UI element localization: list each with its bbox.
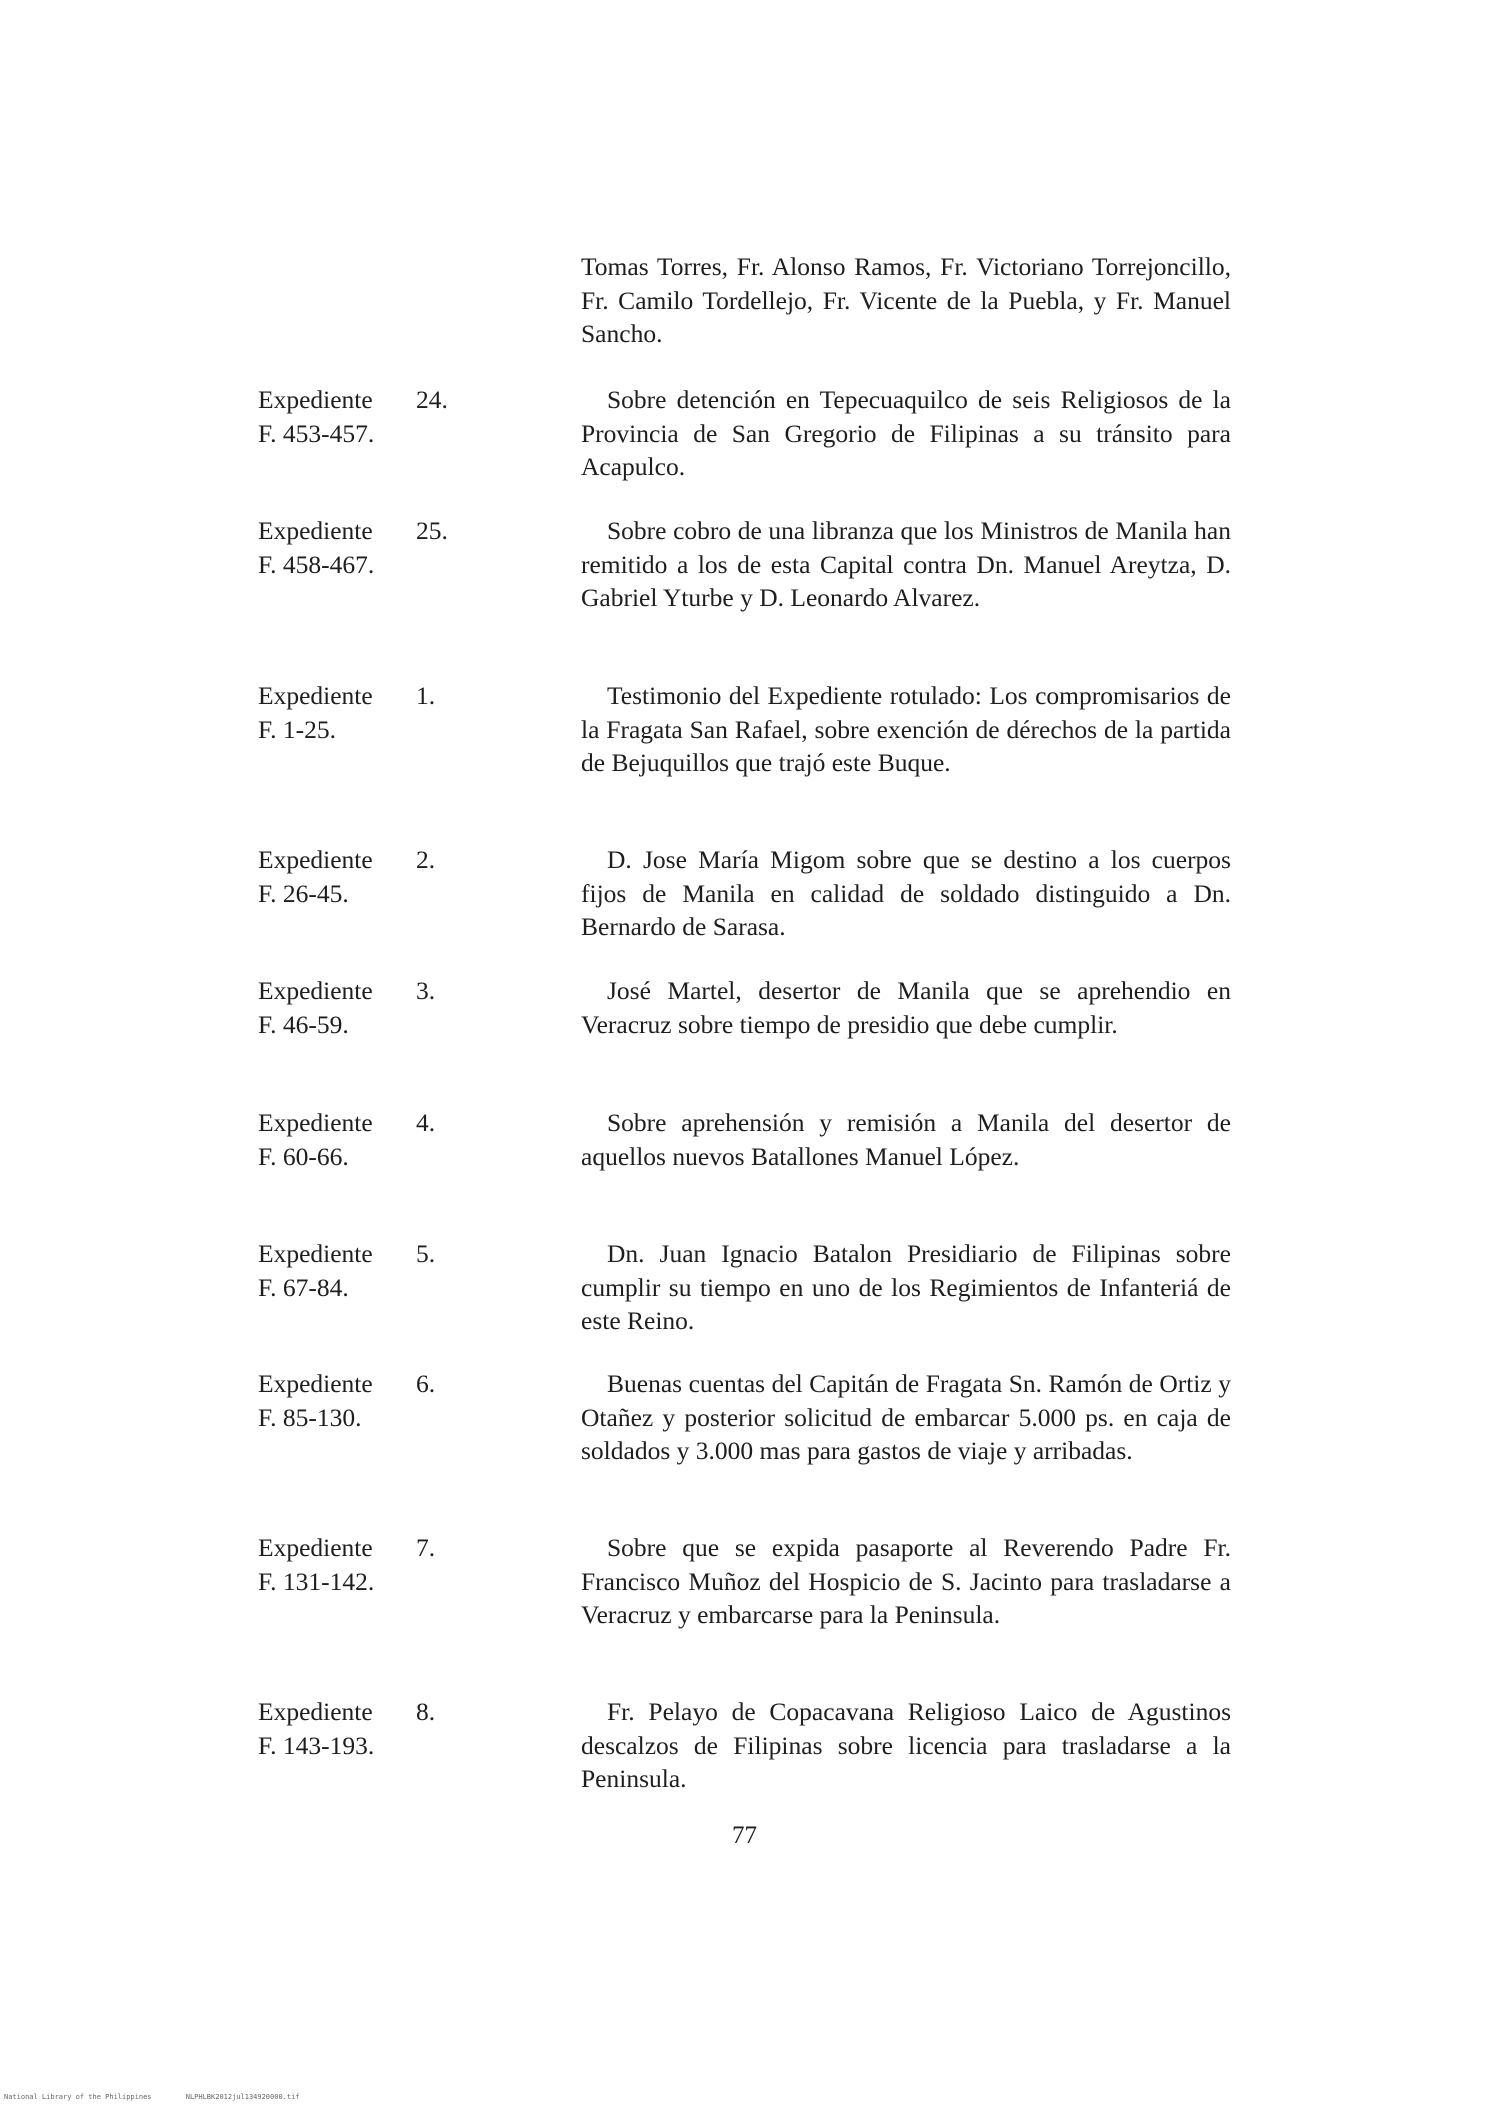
entry-label: Expediente	[258, 976, 373, 1005]
entry-number: 24.	[416, 385, 448, 414]
entry-reference	[258, 1106, 458, 1173]
entry-description: Sobre que se expida pasaporte al Reverendo Padre Fr. Francisco Muñoz del Hospicio de S. Jacinto para trasladarse a Veracruz y embarcarse para la Peninsula.	[581, 1533, 1231, 1629]
entry-reference	[258, 974, 458, 1041]
entry-folios: F. 67-84.	[258, 1272, 349, 1302]
entry-reference	[258, 1367, 458, 1434]
entry-description: Buenas cuentas del Capitán de Fragata Sn. Ramón de Ortiz y Otañez y posterior solicitud de embarcar 5.000 ps. en caja de soldados y 3.000 mas para gastos de viaje y arribadas.	[581, 1369, 1231, 1465]
entry-description: José Martel, desertor de Manila que se aprehendio en Veracruz sobre tiempo de presidio que debe cumplir.	[581, 976, 1231, 1039]
entry-label: Expediente	[258, 516, 373, 545]
intro-paragraph: Tomas Torres, Fr. Alonso Ramos, Fr. Victoriano Torrejoncillo, Fr. Camilo Tordellejo, Fr. Vicente de la Puebla, y Fr. Manuel Sancho.	[581, 252, 1231, 348]
entry-label: Expediente	[258, 1239, 373, 1268]
entry-description: Sobre aprehensión y remisión a Manila del desertor de aquellos nuevos Batallones Manuel López.	[581, 1108, 1231, 1171]
entry-reference	[258, 514, 458, 581]
footer-library: National Library of the Philippines	[4, 2093, 152, 2101]
entry-label: Expediente	[258, 1533, 373, 1562]
footer-file-id: NLPHLBK2012jul134920000.tif	[185, 2093, 300, 2101]
entry-reference	[258, 843, 458, 910]
entry-label: Expediente	[258, 1369, 373, 1398]
entry-number: 1.	[416, 681, 436, 710]
entry-number: 2.	[416, 845, 436, 874]
entry-reference	[258, 679, 458, 746]
entry-folios: F. 1-25.	[258, 714, 337, 744]
entry-description: Sobre detención en Tepecuaquilco de seis Religiosos de la Provincia de San Gregorio de Filipinas a su tránsito para Acapulco.	[581, 385, 1231, 481]
entry-number: 6.	[416, 1369, 436, 1398]
entry-description: Sobre cobro de una libranza que los Ministros de Manila han remitido a los de esta Capital contra Dn. Manuel Areytza, D. Gabriel Yturbe y D. Leonardo Alvarez.	[581, 516, 1231, 612]
entry-folios: F. 458-467.	[258, 549, 375, 579]
entry-folios: F. 453-457.	[258, 418, 375, 448]
entry-label: Expediente	[258, 1108, 373, 1137]
entry-folios: F. 60-66.	[258, 1141, 349, 1171]
entry-number: 25.	[416, 516, 448, 545]
entry-description: D. Jose María Migom sobre que se destino a los cuerpos fijos de Manila en calidad de soldado distinguido a Dn. Bernardo de Sarasa.	[581, 845, 1231, 941]
entry-folios: F. 143-193.	[258, 1730, 375, 1760]
entry-label: Expediente	[258, 385, 373, 414]
entry-description: Testimonio del Expediente rotulado: Los compromisarios de la Fragata San Rafael, sobre exención de dérechos de la partida de Bejuquillos que trajó este Buque.	[581, 681, 1231, 777]
entry-number: 4.	[416, 1108, 436, 1137]
page-number: 77	[732, 1822, 757, 1849]
entry-folios: F. 26-45.	[258, 878, 349, 908]
entry-reference	[258, 1237, 458, 1304]
entry-number: 8.	[416, 1697, 436, 1726]
entry-number: 5.	[416, 1239, 436, 1268]
entry-description: Fr. Pelayo de Copacavana Religioso Laico de Agustinos descalzos de Filipinas sobre licencia para trasladarse a la Peninsula.	[581, 1697, 1231, 1793]
entry-label: Expediente	[258, 1697, 373, 1726]
entry-folios: F. 46-59.	[258, 1009, 349, 1039]
entry-number: 7.	[416, 1533, 436, 1562]
entry-label: Expediente	[258, 681, 373, 710]
entry-reference	[258, 1531, 458, 1598]
entry-folios: F. 85-130.	[258, 1402, 362, 1432]
entry-folios: F. 131-142.	[258, 1566, 375, 1596]
scan-footer	[4, 2093, 330, 2101]
entry-reference	[258, 1695, 458, 1762]
entry-description: Dn. Juan Ignacio Batalon Presidiario de Filipinas sobre cumplir su tiempo en uno de los Regimientos de Infanteriá de este Reino.	[581, 1239, 1231, 1335]
entry-number: 3.	[416, 976, 436, 1005]
entry-reference	[258, 383, 458, 450]
entry-label: Expediente	[258, 845, 373, 874]
